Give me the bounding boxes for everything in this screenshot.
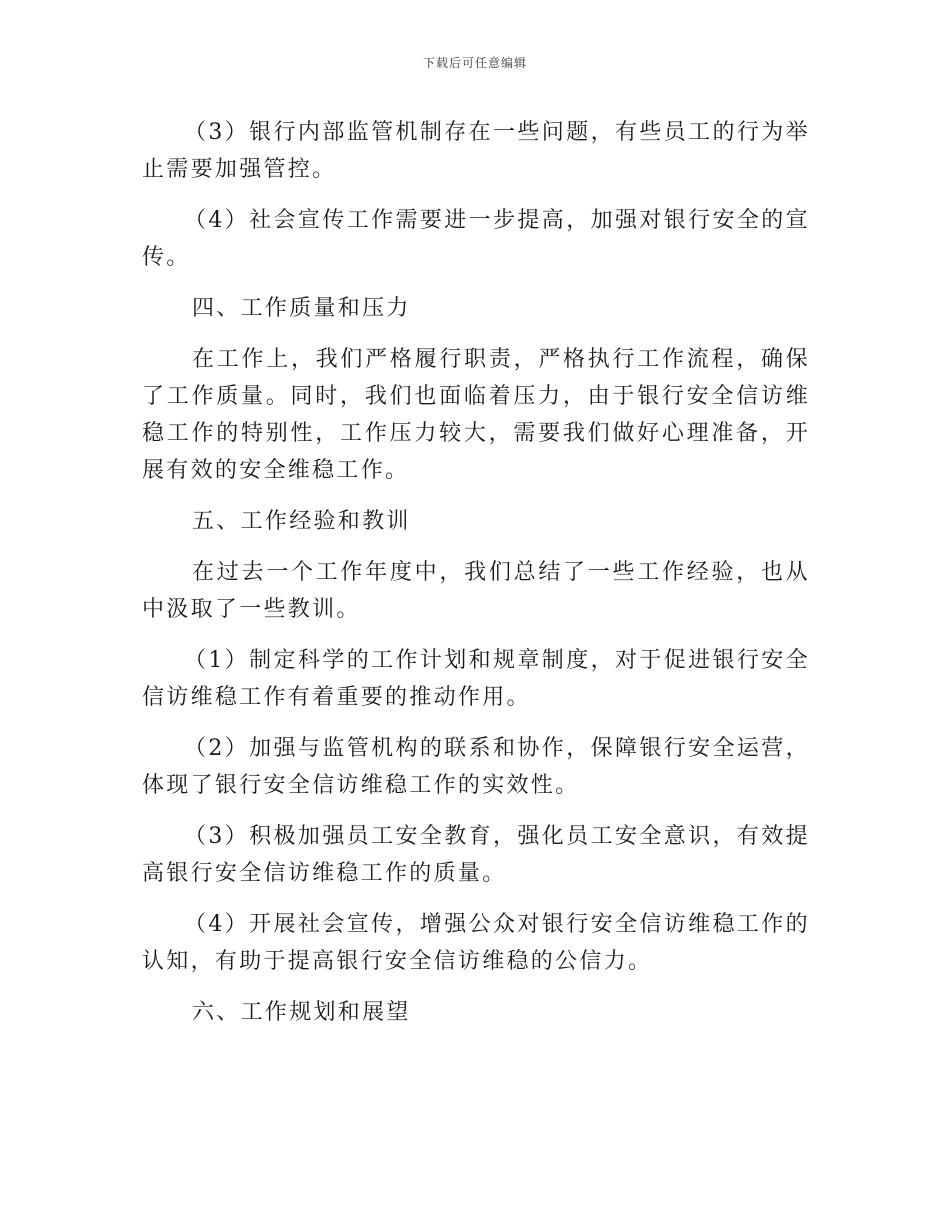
section-heading: 六、工作规划和展望 <box>192 1000 411 1025</box>
section-heading: 四、工作质量和压力 <box>192 296 411 321</box>
section-heading: 五、工作经验和教训 <box>192 509 411 534</box>
body-paragraph: 在工作上，我们严格履行职责，严格执行工作流程，确保了工作质量。同时，我们也面临着压力，由于银行安全信访维稳工作的特别性，工作压力较大，需要我们做好心理准备，开展有效的安全维稳工作。 <box>142 347 810 483</box>
body-paragraph: 在过去一个工作年度中，我们总结了一些工作经验，也从中汲取了一些教训。 <box>142 560 810 622</box>
list-item: （3）银行内部监管机制存在一些问题，有些员工的行为举止需要加强管控。 <box>142 120 810 182</box>
page-header: 下载后可任意编辑 <box>422 56 527 70</box>
list-item: （4）社会宣传工作需要进一步提高，加强对银行安全的宣传。 <box>142 208 810 270</box>
list-item: （4）开展社会宣传，增强公众对银行安全信访维稳工作的认知，有助于提高银行安全信访维稳的公信力。 <box>142 912 810 974</box>
list-item: （1）制定科学的工作计划和规章制度，对于促进银行安全信访维稳工作有着重要的推动作用。 <box>142 648 810 710</box>
list-item: （3）积极加强员工安全教育，强化员工安全意识，有效提高银行安全信访维稳工作的质量。 <box>142 824 810 886</box>
document-body <box>142 114 810 1045</box>
list-item: （2）加强与监管机构的联系和协作，保障银行安全运营，体现了银行安全信访维稳工作的实效性。 <box>142 736 810 798</box>
